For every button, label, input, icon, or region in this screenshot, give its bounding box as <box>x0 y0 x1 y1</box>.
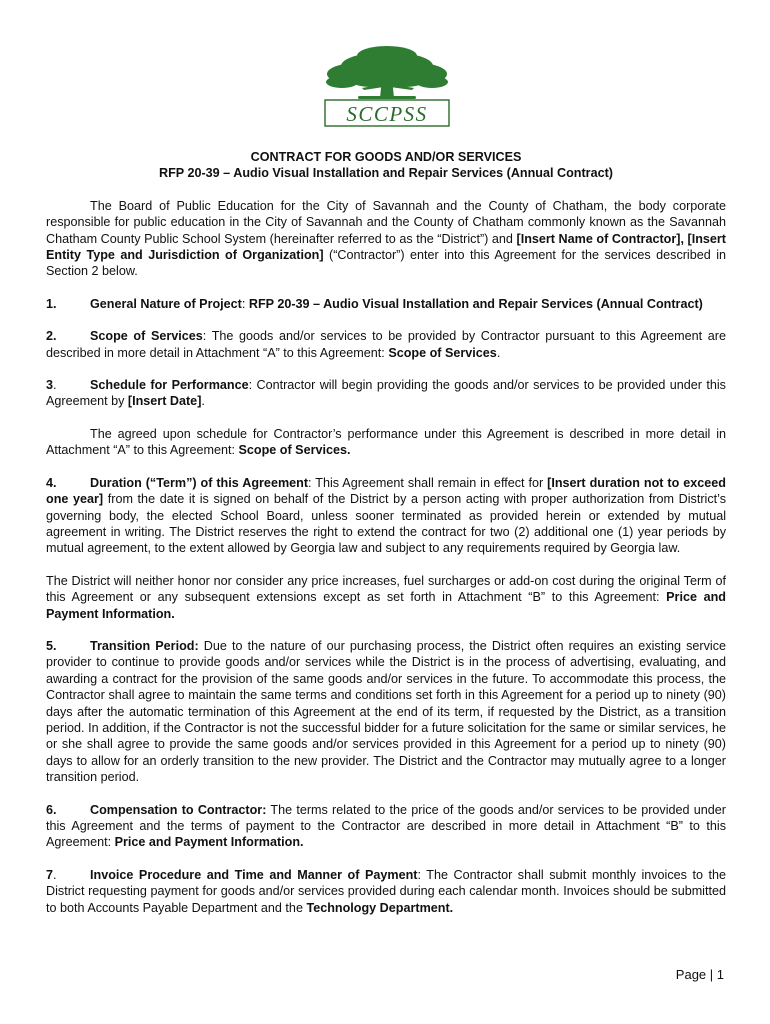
section-heading: Schedule for Performance <box>90 378 249 393</box>
section-bold: [Insert Date] <box>127 394 202 409</box>
section-text: The District will neither honor nor consider any price increases, fuel surcharges or add-on cost during the original Term of this Agreement or any subsequent extensions except as set forth in Attachment “B” to this Agreement: <box>46 573 726 605</box>
section-heading: Transition Period: <box>90 638 199 653</box>
contract-body <box>46 149 726 932</box>
section-text-end: . <box>496 345 501 360</box>
section-number-digit: 7 <box>46 867 54 882</box>
section-heading: Compensation to Contractor: <box>90 802 267 817</box>
section-number <box>46 867 90 883</box>
page-number: Page | 1 <box>675 967 724 982</box>
section-4 <box>46 475 726 557</box>
intro-text-2: (“Contractor”) enter into this Agreement for the services described in Section 2 below. <box>46 248 727 279</box>
section-6 <box>46 802 726 851</box>
section-number: 5. <box>46 638 57 653</box>
section-1 <box>46 296 726 312</box>
intro-text-1: The Board of Public Education for the City of Savannah and the County of Chatham, the body corporate responsible for public education in the City of Savannah and the County of Chatham commonly known as the Savannah Chatham County Public School System (hereinafter referred to as the “District”) and <box>46 198 726 246</box>
section-heading: Scope of Services <box>90 329 203 344</box>
section-7 <box>46 867 726 916</box>
section-text: : The Contractor shall submit monthly invoices to the District requesting payment for goods and/or services provided during each calendar month. Invoices should be submitted to both Accounts Payable Department and the <box>46 867 727 915</box>
section-heading: Duration (“Term”) of this Agreement <box>90 475 309 490</box>
section-5 <box>46 638 726 786</box>
tree-logo-icon <box>322 44 452 128</box>
section-3 <box>46 377 726 410</box>
section-4-pricing <box>46 573 726 622</box>
section-2 <box>46 328 726 361</box>
section-text: The agreed upon schedule for Contractor’s performance under this Agreement is described in more detail in Attachment “A” to this Agreement: <box>46 426 726 458</box>
section-number: 2. <box>46 329 57 344</box>
section-text: : Contractor will begin providing the goods and/or services to be provided under this Agreement by <box>46 378 726 409</box>
section-text: : This Agreement shall remain in effect for <box>308 475 548 490</box>
section-text: The terms related to the price of the goods and/or services to be provided under this Agreement and the terms of payment to the Contractor are described in more detail in Attachment “B” to this Agreement: <box>46 802 726 850</box>
section-number-dot: . <box>53 378 57 393</box>
section-heading: General Nature of Project <box>90 296 242 311</box>
section-number-digit: 3 <box>46 378 54 393</box>
section-bold: Scope of Services <box>388 345 497 360</box>
section-number: 4. <box>46 475 57 490</box>
sccpss-logo <box>322 44 452 128</box>
intro-paragraph <box>46 198 726 280</box>
section-bold: Price and Payment Information. <box>114 835 304 850</box>
section-text-end: from the date it is signed on behalf of the District by a person acting with proper authorization from District’s governing body, the elected School Board, unless sooner terminated as provided herein or extended by mutual agreement in writing. The District reserves the right to extend the contract for two (2) additional one (1) year periods by mutual agreement, to the extent allowed by Georgia law and subject to any requirements required by Georgia law. <box>46 492 726 556</box>
section-bold: RFP 20-39 – Audio Visual Installation and Repair Services (Annual Contract) <box>248 296 703 311</box>
section-text: Due to the nature of our purchasing process, the District often requires an existing service provider to continue to provide goods and/or services while the District is in the process of advertising, evaluating, and awarding a contract for the provision of the same goods and/or services in the future. To accommodate this process, the Contractor shall agree to maintain the same terms and conditions set forth in this Agreement for a period up to ninety (90) days after the automatic termination of this Agreement at the end of its term, if requested by the District, as a transition period. In addition, if the Contractor is not the successful bidder for a future solicitation for the same or similar services, he or she shall agree to provide the same goods and/or services provided in this Agreement for a period up to ninety (90) days to allow for an orderly transition to the new provider. The District and the Contractor may mutually agree to a longer transition period. <box>46 638 727 785</box>
contract-title: CONTRACT FOR GOODS AND/OR SERVICES <box>250 150 522 164</box>
section-colon: : <box>241 296 249 311</box>
section-bold: Scope of Services. <box>238 443 351 458</box>
section-number <box>46 377 90 393</box>
contract-subtitle: RFP 20-39 – Audio Visual Installation and Repair Services (Annual Contract) <box>159 166 613 181</box>
section-text: : The goods and/or services to be provided by Contractor pursuant to this Agreement are described in more detail in Attachment “A” to this Agreement: <box>46 329 726 360</box>
section-number: 6. <box>46 802 57 817</box>
section-heading: Invoice Procedure and Time and Manner of Payment <box>90 867 418 882</box>
section-bold: Technology Department. <box>306 900 454 915</box>
section-number: 1. <box>46 296 57 311</box>
intro-bold: [Insert Name of Contractor], [Insert Entity Type and Jurisdiction of Organization] <box>46 231 726 263</box>
section-bold: [Insert duration not to exceed one year] <box>46 475 726 507</box>
section-text-end: . <box>201 394 205 409</box>
section-3-schedule <box>46 426 726 459</box>
logo-text: SCCPSS <box>346 102 428 126</box>
section-number-dot: . <box>53 867 57 882</box>
section-bold: Price and Payment Information. <box>46 590 726 621</box>
